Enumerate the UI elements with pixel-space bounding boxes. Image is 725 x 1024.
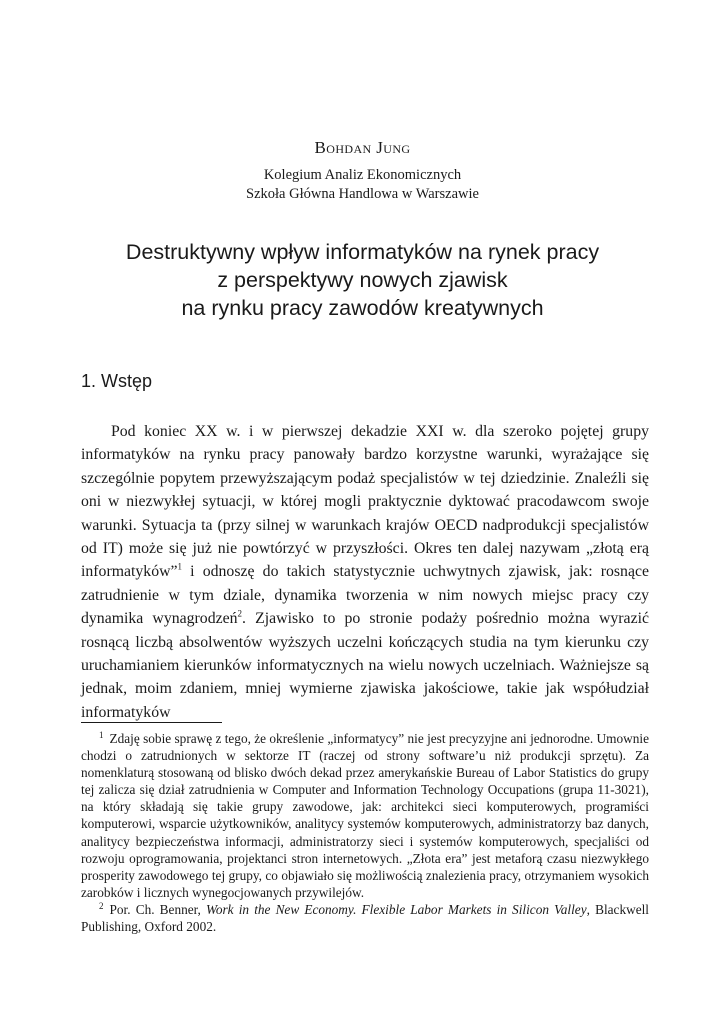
footnotes [81, 730, 649, 935]
paragraph-text-2: i odnoszę do takich statystycznie uchwytnych zjawisk, jak: rosnące zatrudnienie w tym dziale, dynamika tworzenia w nim nowych miejsc pracy czy dynamika wynagrodzeń [81, 563, 649, 628]
author-name: Bohdan Jung [314, 138, 411, 157]
footnote-2-book-title: Work in the New Economy. Flexible Labor Markets in Silicon Valley [206, 901, 587, 917]
section-heading: 1. Wstęp [81, 371, 153, 391]
paragraph-text-3: . Zjawisko to po stronie podaży pośrednio można wyrazić rosnącą liczbą absolwentów wyższych uczelni kończących studia na tym kierunku czy uruchamianiem kierunków informatycznych na wielu nowych uczelniach. Ważniejsze są jednak, moim zdaniem, mniej wymierne zjawiska jakościowe, takie jak współudział informatyków [81, 610, 649, 721]
body-text [81, 420, 649, 724]
footnote-1-mark: 1 [99, 729, 104, 740]
footnote-1 [81, 730, 649, 901]
article-title-line-2: z perspektywy nowych zjawisk [217, 268, 508, 292]
article-title-line-1: Destruktywny wpływ informatyków na rynek pracy [125, 240, 600, 264]
affiliation-line-1: Kolegium Analiz Ekonomicznych [263, 167, 462, 183]
article-title [60, 238, 665, 322]
footnote-2 [81, 901, 649, 935]
footnote-divider [81, 722, 222, 723]
paragraph [81, 420, 649, 724]
affiliation-line-2: Szkoła Główna Handlowa w Warszawie [246, 186, 479, 202]
footnote-1-text: Zdaję sobie sprawę z tego, że określenie „informatycy” nie jest precyzyjne ani jednorodne. Umownie chodzi o zatrudnionych w sektorze IT (raczej od strony software’u niż produkcji sprzętu). Za nomenklaturą stosowaną od blisko dwóch dekad przez amerykańskie Bureau of Labor Statistics do grupy tej zalicza się dział zatrudnienia w Computer and Information Technology Occupations (grupa 11-3021), na który składają się takie grupy zawodowe, jak: architekci sieci komputerowych, programiści komputerowi, wsparcie użytkowników, analitycy systemów komputerowych, administratorzy baz danych, analitycy bezpieczeństwa informacji, administratorzy sieci i systemów komputerowych, specjaliści od rozwoju oprogramowania, projektanci stron internetowych. „Złota era” jest metaforą czasu niezwykłego prosperity zawodowego tej grupy, co objawiało się możliwością znalezienia pracy, otrzymaniem wysokich zarobków i licznych wynegocjowanych przywilejów. [81, 731, 649, 900]
paragraph-text-1: Pod koniec XX w. i w pierwszej dekadzie XXI w. dla szeroko pojętej grupy informatyków na rynku pracy panowały bardzo korzystne warunki, wyrażające się szczególnie popytem przewyższającym podaż specjalistów w tej dziedzinie. Znaleźli się oni w niezwykłej sytuacji, w której mogli praktycznie dyktować pracodawcom swoje warunki. Sytuacja ta (przy silnej w warunkach krajów OECD nadprodukcji specjalistów od IT) może się już nie powtórzyć w przyszłości. Okres ten dalej nazywam „złotą erą informatyków” [81, 423, 649, 581]
footnote-reference-1[interactable]: 1 [177, 562, 183, 573]
footnote-2-prefix: Por. Ch. Benner, [109, 901, 206, 917]
footnote-2-suffix: , Blackwell Publishing, Oxford 2002. [81, 901, 649, 935]
footnote-2-mark: 2 [99, 900, 104, 911]
article-title-line-3: na rynku pracy zawodów kreatywnych [181, 296, 544, 320]
footnote-reference-2[interactable]: 2 [237, 608, 243, 619]
